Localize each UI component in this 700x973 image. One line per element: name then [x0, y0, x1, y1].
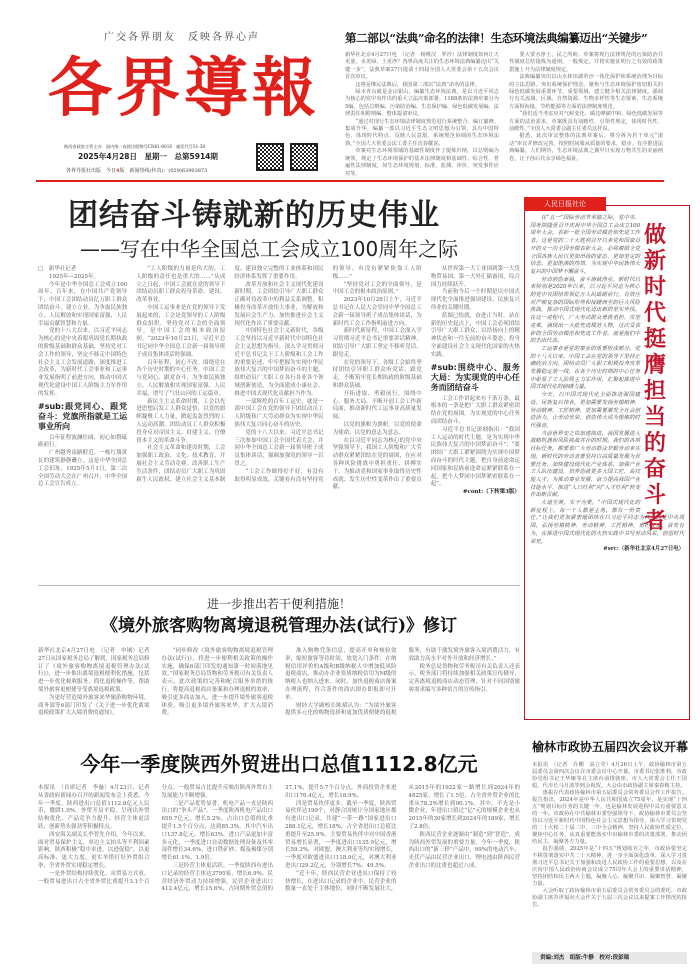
paragraph: 新民主主义革命时期，工会以先进思想启发工人群众觉悟，以党的旗帜凝聚工人力量，掀起轰轰烈烈的工人运动高潮，团结动员工人群众积极投身反对帝国主义、封建主义、官僚资本主义的革命斗争。 — [136, 398, 226, 444]
paragraph: 绿水青山就是金山银山。编纂生态环境法典，是以习近平同志为核心的党中央作出的重大立法决策部署。1188条的法典草案分为5编，包括总则编、污染防治编、生态保护编、绿色低碳发展编、法律责任和附则编，整体提请审议。 — [345, 89, 499, 118]
editorial-label: 人民日报社论 — [524, 197, 606, 211]
paragraph: “坚持党对工会的全面领导，是中国工会的根本政治原则。” — [332, 281, 422, 296]
trade-article-headline: 今年一季度陕西外贸进出口总值1112.8亿元 — [80, 752, 478, 776]
paragraph: 为更好营造境外旅客来华旅游购物环境，商务部等6部门印发了《关于进一步优化离境退税政策扩大入境消费的通知》。 — [38, 694, 150, 717]
editorial-source: #src:（新华社北京4月27日电） — [603, 546, 684, 553]
publisher-line: 陕西省政协主管主办 国内统一连续出版物号CN61-0016 邮发代号51-38 — [64, 144, 206, 149]
section-subhead: #sub:围绕中心、服务大局：为实现党的中心任务而团结奋斗 — [430, 362, 520, 392]
top-article-headline: 第二部以“法典”命名的法律！生态环境法典编纂迈出“关键步” — [345, 31, 648, 45]
paragraph: 西安海关副关长李智先介绍，今年以来，面对贸易保护主义、单边主义抬头等不利因素影响，陕西积极“稳中求进，以进促稳”，以更高标准、更大力度，更实举措打好外贸组合拳，全省外贸实现稳定增长。 — [38, 831, 150, 869]
paragraph: 中国特色社会主义新时代，各级工会坚持以习近平新时代中国特色社会主义思想为指导，深入学习贯彻习近平总书记关于工人阶级和工会工作的重要论述，牢牢把握为实现中华民族伟大复兴的中国梦而奋斗的主题，组织动员广大职工在各行各业各个领域创新创造，为全面建成小康社会、推进中国式现代化贡献担当作为。 — [234, 328, 324, 397]
qr-code-icon — [290, 143, 318, 171]
paragraph: 改革开放和社会主义现代化建设新时期，工会团结引导广大职工群众正确对待改革中的利益关系调整，积极投身改革开放伟大事业，为解放和发展社会生产力、加快推进社会主义现代化作出了重要贡献。 — [234, 281, 324, 327]
paragraph: 广州越秀南路附近，一栋红墙黄瓦的建筑静静矗立，这是中华全国总工会旧址。1925年5月1日，第二次全国劳动大会在广州召开，中华全国总工会宣告成立。 — [38, 450, 128, 488]
logo-text: 各界導報 — [48, 51, 320, 126]
paragraph: 大道至简，实干为要。“中国式现代化的新征程上，每一个人都是主角，都有一份责任。”让我们更加紧密地团结在以习近平同志为核心的党中央周围，弘扬劳模精神、劳动精神、工匠精神，勇担使命、奋发有为，在推进中国式现代化的火热实践中书写劳动风采，创造时代荣光。 — [530, 500, 684, 545]
masthead-divider — [36, 180, 664, 182]
paragraph: 在以习近平同志为核心的党中央坚强领导下，我国工人阶级和广大劳动群众紧紧团结在党的周围，在应对各种风险挑战中勇担重任、拼搏实干，为推动党和国家事业取得历史性成就、发生历史性变革作出了重要贡献。 — [332, 437, 422, 491]
yulin-article-body — [532, 762, 687, 909]
top-article-body — [345, 52, 663, 179]
paragraph: 2023年10月28日上午，习近平总书记在人民大会堂同中华全国总工会新一届领导班子成员集体谈话，为新时代工会工作指明前进方向。 — [332, 297, 422, 327]
paragraph: 准入购物凭条信息，提高开单和核验效率，缩短旅客等待时间，放宽入门条件，在纳税信用评价的A级和B级纳税人中增加低风险退税商店，推动办企业资质纳税信用为M级的纳税人也纳入进来。同时，加快退税商店备案办理流程，符合条件的商店即办即报即可开单。 — [285, 648, 397, 701]
paragraph: “通过对现行生态环境法律制度规范进行系统整合、编订纂修、集成升华，编纂一部以习近平生态文明思想为引领、具有中国特色、体现时代特点、反映人民意愿、系统规范协调的生态环境法典。”全国人大常委会法工委主任沈春耀说。 — [345, 118, 499, 147]
paragraph: 三是经营主体更活跃。一季度陕西有进出口记录的经营主体达3795家，增长6.9%。民营经济外贸动力持续增强，民营企业进出口412.4亿元，增长15.6%，占同期外贸总值的37.1%，提升5.7个百分点。外商投资企业进出口176.4亿元，增长18.9%。 — [161, 785, 397, 893]
paragraph: 劳动创造幸福，奋斗铸就伟业。新时代以来特别是2020年以来，以习近平同志为核心的党中央团结带领亿万人民砥砺前行，有效应对严峻复杂的国际形势和接踵而至的巨大风险挑战，推动中国式现代化迈出新的坚实步伐。在这一进程中，广大劳动群众勇挑重担、攻坚克难，涌现出一大批先进模范人物，这次受表彰的全国劳动模范和先进工作者，就是他们中的杰出代表。 — [530, 276, 640, 345]
paragraph: 财经大学副校长陈斌认为：“为境外旅客提供多元化的购物选择和更加优质便捷的退税服务，有助于激发境外旅客入境消费活力，有效助力高水平对外开放和经济增长。” — [285, 648, 520, 717]
yulin-article-headline: 榆林市政协五届四次会议开幕 — [532, 740, 689, 754]
paragraph: 在“五一”国际劳动节来临之际，党中央、国务院隆重召开庆祝中华全国总工会成立100周年大会，表彰一批全国劳动模范和先进工作者。这是党的二十大胜利召开以来党和国家召开的又一次全国劳模表彰大会，必将激励全党全国各族人民以更加昂扬的姿态、更加坚定的信念、更加饱满的热情，为实现中华民族伟大复兴的中国梦不懈奋斗。 — [530, 215, 640, 275]
paragraph: 以党的旗帜为旗帜，以党的使命为使命，以党的意志为意志。 — [332, 421, 422, 436]
paragraph: 惠振存代表政协榆林市第五届委员会常务委员会作工作报告。报告指出，2024年是中华人民共和国成立75周年，是实现“十四五”规划目标任务的关键一年，也是榆林发展进程中具有重要意义的一年。市政协在中共榆林市委坚强领导下，政协榆林市委员会坚持以习近平新时代中国特色社会主义思想为指导，深入学习贯彻党的二十大和二十届二中、三中全会精神，坚持人民政协性质定位，聚焦中心任务，从真重要能落实中出榆林市委的决策部署，推动团结民主，凝聚各方力量。 — [532, 790, 687, 845]
paragraph: 开拓进取、勇毅前行。围绕中心、服务大局，不断开创工会工作新局面，推动新时代工运事业高质量发展。 — [332, 390, 422, 421]
paragraph: 新华社北京4月27日电 （记者 杨维汉 罗沙）法律制度如何让天更蓝、水更绿、土更净？各界高度关注的生态环境法典编纂迈出“关键一步”，法典草案27日提请十四届全国人大常委会第十五次会议首次审议。 — [345, 52, 499, 81]
paragraph: 工运事业是党的事业的重要组成部分。党的十八大以来，中国工会在党的领导下坚持正确政治方向，团结动员广大职工积极投身改革发展稳定第一线，在各个历史时期的中心任务中彰显了工人阶级主力军作用，汇聚起推进中国式现代化的磅礴力量。 — [530, 345, 640, 391]
paragraph: 法典编纂突出以山水林田湖草沙一体化保护和系统治理为目标的立法思路，突出系统保护理念。聚焦与生态环境保护密切相关的绿色低碳发展重要环节，重要领域，建立健全相关法律制度。强调行有关流域、区域、自然资源、生物多样性等生态要素，生态系统方面相衔接，节约能源等方面的法律制度规范。 — [509, 74, 663, 110]
paragraph: 今年是中华全国总工会成立100周年。百年来，在中国共产党领导下，中国工会团结动员亿万职工群众团结奋斗，建立立业，为争取民族独立、人民解放和实现国家富强、人民幸福贡献智慧和力量。 — [38, 281, 128, 327]
paragraph: 报告强调，2025年是“十四五”规划收官之年，市政协要坚定不移贯彻落实中共二十大精神，进一步全面深化改革，深入学习贯彻习近平总书记关于加强和改进人民政协工作的重要思想，以及在庆祝中国人民政治协商会议成立75周年大会上的重要讲话精神，坚持团结和民主两大主题，凝聚人心、凝聚共识、凝聚智慧、凝聚力量。 — [532, 846, 687, 887]
section-subhead: #sub:跟党同心、跟党奋斗：党旗所指就是工运事业所向 — [38, 401, 128, 431]
paragraph: “工会工作做得好不好，有没有取得明显成效，关键看有没有坚持党的领导、有没有紧紧依靠工人阶级……” — [234, 266, 422, 483]
main-article-body — [38, 266, 520, 578]
paragraph: □ 新华社记者 — [38, 266, 77, 272]
section-divider — [38, 585, 520, 586]
paragraph: 党的十八大以来，习近平总书记三次参加中国工会全国代表大会，并同中华全国总工会新一届领导班子成员集体谈话，强调加强党的领导一以贯之。 — [234, 429, 324, 467]
paragraph: 大会听取了政协榆林市第五届委员会常务委员会的委托，市政协副主席苏世福向大会作关于五届三次会议以来提案工作情况的报告。 — [532, 888, 687, 908]
editorial-title: 做新时代挺膺担当的奋斗者 — [644, 222, 667, 534]
paragraph: 二是产品优势显著。机电产品一直是陕西出口的“拳头产品”。一季度陕西机电产品出口659.7亿元，增长5.2%，占出口总值的比重提升1.5个百分点，达到85.3%，其中汽车出口137.8亿元，增长63%。进口产品更加丰富多元化，一季度进口自动数据处理设备及其零部件增长34.6%，进口铁矿砂、煤及褐煤分别增长61.1%、1.9倍。 — [161, 800, 273, 862]
paragraph: 习近平总书记深刻指出：“我国工人运动的时代主题，是为实现中华民族伟大复兴的中国梦而奋斗”；“要团结广大职工紧紧围绕为实现中国梦而奋斗的时代主题，把自身前途命运同国家和民族前途命运紧紧联系在一起，把个人梦同中国梦紧密联系在一起”。 — [430, 426, 520, 488]
paragraph: 百年征程波澜壮阔，初心如磐砥砺前行。 — [38, 434, 128, 449]
paragraph: 一部辉煌的百年工运史，就是一部中国工会在党的领导下团结动员工人阶级和广大劳动群众为实现中华民族伟大复兴同心奋斗的历史。 — [234, 398, 324, 428]
paragraph: 工会工作讲起来有千条万条，最根本的一条是把广大职工群众紧密团结在党的周围，为实现党的中心任务而团结奋斗。 — [430, 395, 520, 425]
press-line: 各界导报社出版 今日4版 新闻热线(传真)：(029)63903873 — [66, 168, 208, 174]
paragraph: “工人阶级的力量是伟大的，工人阶级的责任也是重大的……”从成立之日起，中国工会就在党的领导下团结动员职工群众投身革命、建设、改革事业。 — [136, 266, 226, 304]
paragraph: 一是外贸结构持续优化。从贸易方式看，一般贸易进出口占全省外贸比重提升3.1个百分点。一般贸易占比提升反映出陕西外贸自主发展能力不断增强。 — [38, 785, 273, 885]
paragraph: 新华社北京4月27日电 （记者 申铖）记者27日从国家税务总局了解到，国家税务总局修订了《境外旅客购物离境退税管理办法(试行)》，进一步推出离境退税便利化措施，包括进一步优化税收服务、简化退税操作等，帮助境外旅客更便捷享受离境退税政策。 — [38, 648, 150, 693]
paragraph: 税务总局货物和劳务税司有关负责人还表示，税务部门将持续加强相关政策宣传辅导，完善离境退税商店动态管理，针对不同国别旅客需求编写多种语言的宣传指引。 — [408, 663, 520, 693]
paragraph: “我们适当考虑应对气候变化、碳达峰碳中和、绿色低碳发展等方面的法治需求，草案既具有前瞻性、引领性规定，体现时代性、前瞻性。”全国人大常委会副主任委员这样说。 — [509, 111, 663, 133]
paragraph: 当前世界变之局加速演进，我国发展进入战略机遇和风险挑战并存的时期。我们的各项目标任务，都要靠广大劳动群众辛勤劳动来实现。新时代的劳动者要坚持以高质量发展为首要任务，加快建设现代化产业体系，加强产业工人队伍建设，培养造就更多大国工匠、高技能人才，为推动事业发展、奋力提高我国产业技能水平、推进“人口红利”向“人才红利”转变作出新贡献。 — [530, 430, 640, 499]
paragraph: 本报讯 （记者 许鹏 高立莹）4月26日上午，政协榆林市第五届委员会第四次会议在市委会议中心开幕。市委书记张胜利，市政协党组书记王华姬等在主席台前排就座，市人大常委会主任王国彪，代市长马月波等到会祝贺。大会由市政协副主席秦春梅主持。 — [532, 762, 687, 789]
paragraph: 中国工运事业是在党的领导下发展起来的，工会是党领导的工人阶级群众组织。坚持党对工会的全面领导，是中国工会的根本政治原则。“2023年10月23日，习近平总书记同中华全国总工会新一届领导班子成员集体谈话时强调。 — [136, 304, 226, 358]
masthead-slogan: 广交各界朋友 反映各界心声 — [104, 32, 260, 43]
paragraph: 1925年—2025年。 — [49, 273, 99, 280]
continued-note: #cont:（下转第3版） — [462, 489, 520, 496]
main-article-headline: 团结奋斗铸就新的历史伟业 — [68, 198, 440, 233]
paragraph: 草案对生态环境领域的基础性制度作了提炼归纳，以总则编为统领，规定了生态环境保护的基本法律制度和基础性、综合性、普遍性法律制度，如生态环境规划、标准、监测、评价、突发事件应对等。 — [345, 148, 499, 177]
tax-article-kicker: 进一步推出若干便利措施！ — [206, 597, 351, 611]
paragraph: 新时代新征程，中国工会深入学习贯彻习近平总书记重要讲话精神，团结引导广大职工坚定不移听党话、跟党走。 — [332, 328, 422, 358]
paragraph: 蓝图已绘就，奋进正当时。站在新的历史起点上，中国工会必须团结引导广大职工群众，以昂扬向上的精神状态和一往无前的奋斗姿态，投身全面建设社会主义现代化国家的火热实践。 — [430, 312, 520, 358]
tax-article-headline: 《境外旅客购物离境退税管理办法(试行)》修订 — [100, 616, 458, 636]
paragraph: 要大要水净土，民之所盼。草案将现行法律规范的污染防治共性制度总结提炼为通则，一般规定，并将实施证明行之有效的政策措施上升为法律制度规定。 — [509, 52, 663, 73]
paragraph: 据悉，此次审议整体的法典草案后，将分拆为若干单元“滚动”审议并修改完善。按照时间服从质量的要求，稳步、有序推进法典编纂。人们期待，生态环境法典之翼早日实现万物共生的美丽画卷，让子孙后代永享绿色福祉。 — [509, 133, 663, 162]
paragraph: 陕西民营企业逐渐由“制造”到“智造”，成为陕西外贸发展的重要力量。今年一季度，陕西出口的“新三样”产品中，99%的电动汽车、光伏产品由民营企业出口，锂电池由陕西民营企业出口的比重也超过八成。 — [408, 831, 520, 869]
paragraph: 在党的领导下，各级工会始终坚持团结引导职工群众听党话、跟党走，不断筑牢党长期执政的阶级基础和群众基础。 — [332, 359, 422, 389]
qr-code-icon — [256, 143, 284, 171]
paragraph: 这将是继民法典后，我国第二部以“法典”命名的法律。 — [355, 81, 481, 88]
paragraph: 党的十八大以来，以习近平同志为核心的党中央着眼巩固党长期执政的阶级基础和群众基础，坚持党对工会工作的领导，坚定不移走中国特色社会主义工会发展道路，深度推进工会改革，为新时代工会事业和工运事业发展指明了前进方向，推动中国式现代化建设中国工人阶级主力军作用的发挥。 — [38, 328, 128, 397]
trade-article-body — [38, 785, 520, 971]
paragraph: 百年征程，初心不改。围绕党在各个历史时期的中心任务，中国工会与党同心、跟党奋斗，为争取民族独立、人民解放和实现国家富强、人民幸福，谱写了气壮山河的工运篇章。 — [136, 359, 226, 397]
editor-credits: 责编:刘杰 组版:牛静 校对:段彭瑞 — [532, 952, 687, 964]
paragraph: 今天，以中国式现代化全面推进强国建设、民族复兴伟业，更加需要发扬劳模精神、劳动精神、工匠精神，更加需要激发全社会创造活力，让劳动光荣、创造伟大成为铿锵的时代强音。 — [530, 392, 640, 429]
main-article-subtitle: ——写在中华全国总工会成立100周年之际 — [80, 237, 459, 261]
issue-date-line: 2025年4月28日 星期一 总第5914期 — [78, 152, 218, 161]
paragraph: 本报讯 （首席记者 李璇）4月23日，记者从省政府新闻办召开的新闻发布会上获悉，今年一季度，陕西进出口总值1112.8亿元人民币，微降1.9%。外贸开局平稳，呈现出外贸结构优化、产品竞争力提升、经营主体更活跃、创新势头强劲等积极特点。 — [38, 785, 150, 830]
page-count: 4 — [116, 168, 120, 174]
newspaper-logo — [48, 44, 338, 134]
paragraph: 从世界第一大工业国到第一大货物贸易国、第一大外汇储备国，综合国力持续跃升。 — [430, 266, 520, 288]
paragraph: 社会主义革命和建设时期，工会加强职工政治、文化、技术教育，开展社会主义劳动竞赛，改善职工生产生活条件，团结动员广大职工为巩固新生人民政权、建立社会主义基本制度、建设独立完整的工业体系和国民经济体系发挥了重要作用。 — [136, 266, 324, 483]
paragraph: “同步修改《境外旅客购物离境退税管理办法(试行)》，将进一步便利相关政策的操作实施，确保6部门印发的通知第一时间落地见效。”国家税务总局货物和劳务税司有关负责人表示，此次政策的完善和配合服务举措的推行，将提高退税商店备案和办理退税的效率，吸引更多商店加入，进一步提升境外旅客退税体验，吸引更多境外旅客来华，扩大入境消费。 — [161, 648, 273, 717]
paragraph: 四是贸易伙伴更多。截至一季度，陕西贸易伙伴达199个，对静合国统计分国家地区都有进出口记录。共建“一带一路”国家进出口288.1亿元，增长18%，占全省进出口总值比重提升至25.9%。主要贸易伙伴中对中国香港贸易增长显著，一季度进出口135.9亿元，增长59.3%。对欧盟、澳大利亚等均实现增长，一季度对欧盟进出口118.9亿元，对澳大利亚进出口29.2亿元，分别增长7%、49.5%。 — [285, 800, 397, 869]
paragraph: “近十年，陕西民营企业进出口保持了较快增长，在进出口记录的企业中，民营企业的数量一直处于主体地位，同时不断发展壮大，从2015年的1922家一路增长到2024年的4825家，增长了1.5倍，占全省外贸企业的比重从78.2%增长到90.1%。其中，不光是小微企业，年进出口值过“亿”元的规模企业也从2015年的30家增长到2024年的189家，增长了2.8倍。 — [285, 785, 520, 893]
paragraph: 当前和今后一个时期是以中国式现代化全面推进强国建设、民族复兴伟业的关键时期。 — [430, 289, 520, 311]
tax-article-body — [38, 648, 520, 738]
